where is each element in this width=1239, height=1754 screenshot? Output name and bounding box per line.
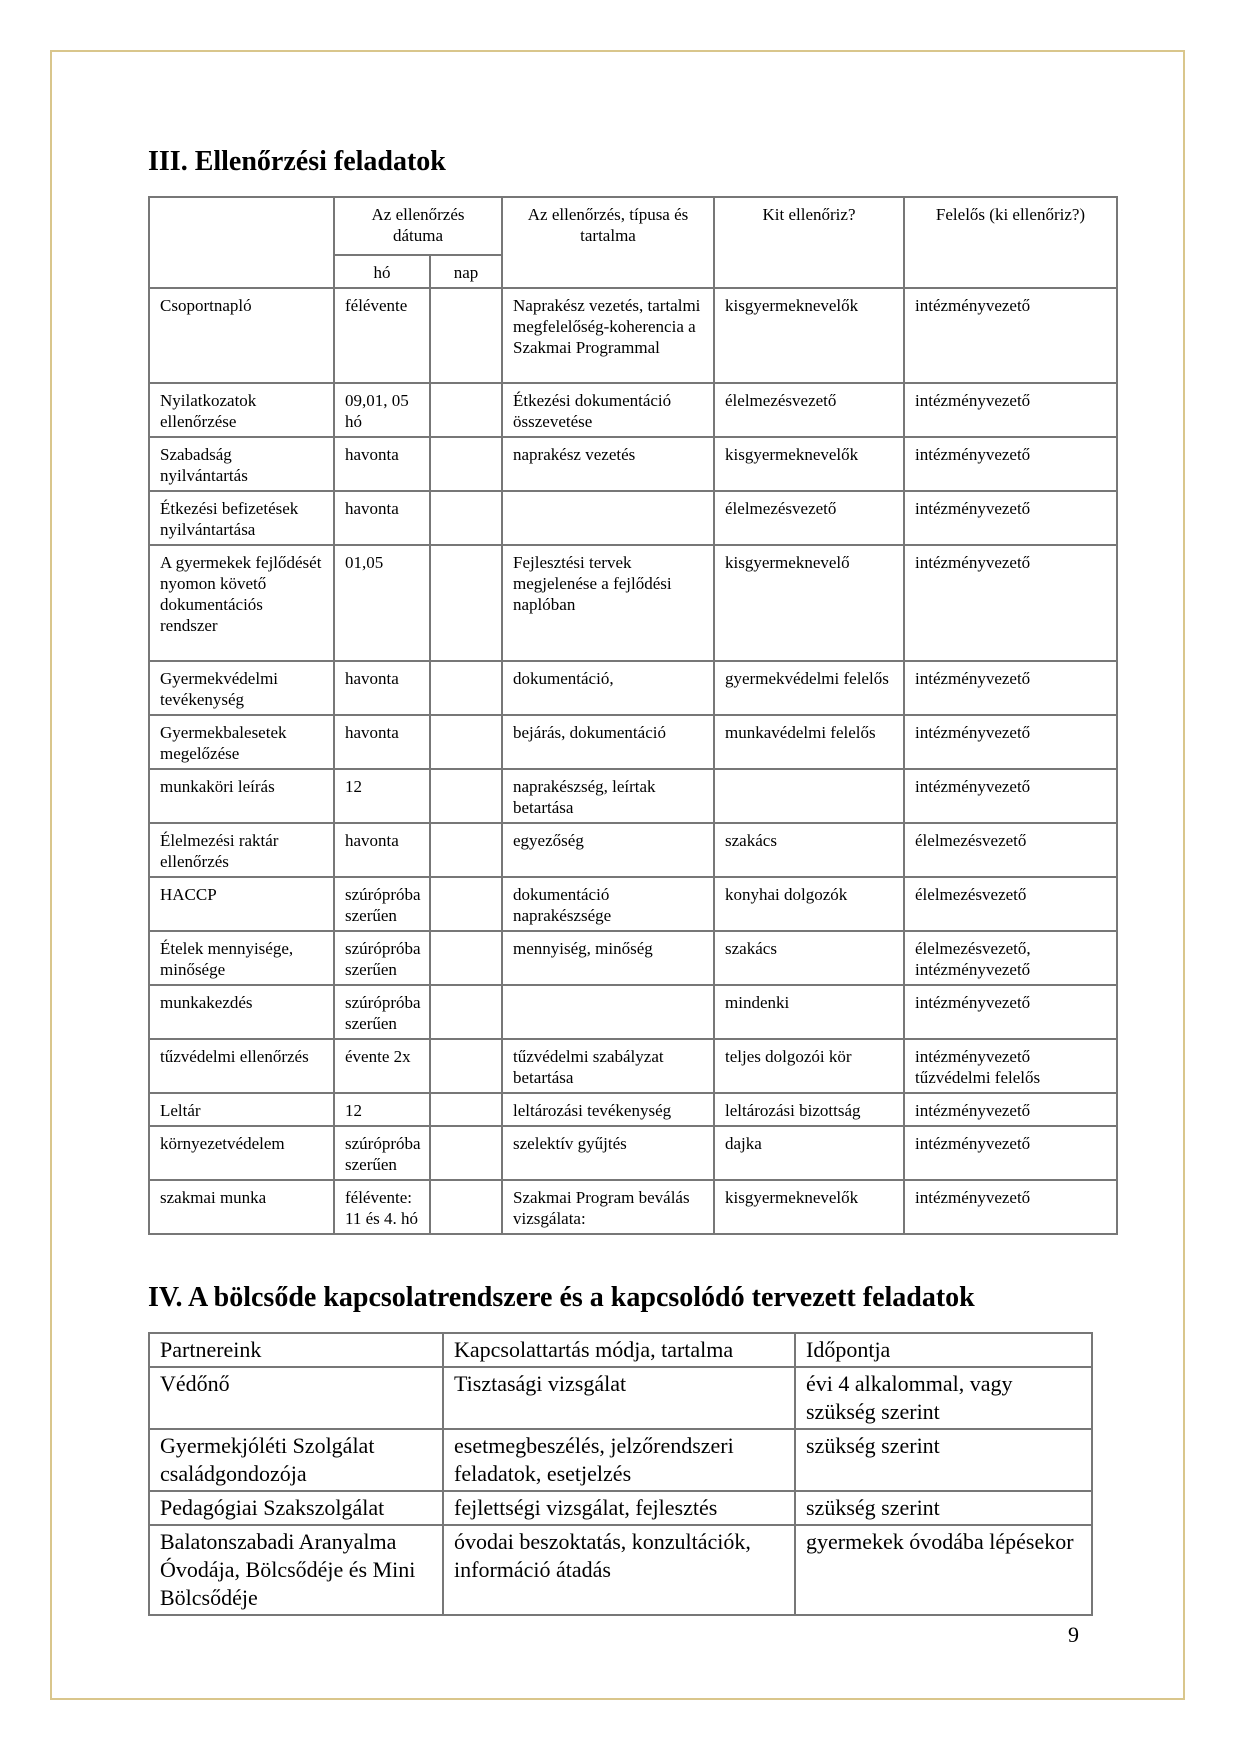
cell-day: [430, 715, 502, 769]
cell-day: [430, 437, 502, 491]
table-row: [149, 985, 1117, 1039]
table-row: [149, 1093, 1117, 1126]
cell-responsible: intézményvezető: [904, 1180, 1117, 1234]
table-cell: Gyermekjóléti Szolgálat családgondozója: [149, 1429, 443, 1491]
page-number: 9: [1068, 1622, 1079, 1647]
cell-name: szakmai munka: [149, 1180, 334, 1234]
cell-whom: kisgyermeknevelő: [714, 545, 904, 661]
header-type: Az ellenőrzés, típusa és tartalma: [502, 197, 714, 288]
cell-day: [430, 877, 502, 931]
table-row: [149, 769, 1117, 823]
cell-content: [502, 491, 714, 545]
table-row: [149, 823, 1117, 877]
section-3-title: III. Ellenőrzési feladatok: [148, 146, 446, 177]
cell-month: szúrópróba szerűen: [334, 931, 430, 985]
cell-month: havonta: [334, 491, 430, 545]
table-cell: évi 4 alkalommal, vagy szükség szerint: [795, 1367, 1092, 1429]
table-row: [149, 931, 1117, 985]
cell-name: Csoportnapló: [149, 288, 334, 383]
cell-whom: élelmezésvezető: [714, 491, 904, 545]
header-month: hó: [334, 255, 430, 288]
table-cell: szükség szerint: [795, 1491, 1092, 1525]
table-cell: Tisztasági vizsgálat: [443, 1367, 795, 1429]
cell-content: szelektív gyűjtés: [502, 1126, 714, 1180]
table-row: [149, 715, 1117, 769]
cell-whom: kisgyermeknevelők: [714, 1180, 904, 1234]
cell-day: [430, 769, 502, 823]
cell-responsible: intézményvezető: [904, 1126, 1117, 1180]
partners-table: [148, 1332, 1093, 1616]
cell-responsible: élelmezésvezető, intézményvezető: [904, 931, 1117, 985]
cell-responsible: intézményvezető: [904, 288, 1117, 383]
cell-day: [430, 1126, 502, 1180]
header-cell: Kapcsolattartás módja, tartalma: [443, 1333, 795, 1367]
cell-responsible: intézményvezető: [904, 661, 1117, 715]
cell-responsible: intézményvezető: [904, 715, 1117, 769]
cell-name: HACCP: [149, 877, 334, 931]
table-cell: gyermekek óvodába lépésekor: [795, 1525, 1092, 1615]
cell-whom: kisgyermeknevelők: [714, 288, 904, 383]
cell-month: havonta: [334, 715, 430, 769]
table-cell: óvodai beszoktatás, konzultációk, információ átadás: [443, 1525, 795, 1615]
cell-month: havonta: [334, 661, 430, 715]
header-cell: Partnereink: [149, 1333, 443, 1367]
cell-month: 12: [334, 1093, 430, 1126]
cell-content: [502, 985, 714, 1039]
cell-whom: szakács: [714, 823, 904, 877]
header-whom: Kit ellenőriz?: [714, 197, 904, 288]
table-row: [149, 1429, 1092, 1491]
cell-month: félévente: 11 és 4. hó: [334, 1180, 430, 1234]
header-date: Az ellenőrzés dátuma: [334, 197, 502, 255]
cell-month: 01,05: [334, 545, 430, 661]
cell-name: tűzvédelmi ellenőrzés: [149, 1039, 334, 1093]
cell-name: Nyilatkozatok ellenőrzése: [149, 383, 334, 437]
cell-content: egyezőség: [502, 823, 714, 877]
cell-month: szúrópróba szerűen: [334, 1126, 430, 1180]
table-row: [149, 383, 1117, 437]
cell-whom: dajka: [714, 1126, 904, 1180]
cell-responsible: intézményvezető: [904, 985, 1117, 1039]
cell-content: Szakmai Program beválás vizsgálata:: [502, 1180, 714, 1234]
header-responsible: Felelős (ki ellenőriz?): [904, 197, 1117, 288]
table-row: [149, 877, 1117, 931]
cell-day: [430, 1180, 502, 1234]
cell-day: [430, 545, 502, 661]
cell-day: [430, 661, 502, 715]
cell-responsible: élelmezésvezető: [904, 823, 1117, 877]
cell-content: leltározási tevékenység: [502, 1093, 714, 1126]
cell-content: tűzvédelmi szabályzat betartása: [502, 1039, 714, 1093]
section-4-title: IV. A bölcsőde kapcsolatrendszere és a kapcsolódó tervezett feladatok: [148, 1282, 975, 1313]
control-tasks-table: [148, 196, 1118, 1235]
table-cell: fejlettségi vizsgálat, fejlesztés: [443, 1491, 795, 1525]
cell-month: félévente: [334, 288, 430, 383]
cell-content: dokumentáció,: [502, 661, 714, 715]
cell-name: munkaköri leírás: [149, 769, 334, 823]
table-cell: szükség szerint: [795, 1429, 1092, 1491]
cell-content: naprakészség, leírtak betartása: [502, 769, 714, 823]
cell-content: Fejlesztési tervek megjelenése a fejlődési naplóban: [502, 545, 714, 661]
cell-whom: leltározási bizottság: [714, 1093, 904, 1126]
cell-name: Ételek mennyisége, minősége: [149, 931, 334, 985]
table-cell: Balatonszabadi Aranyalma Óvodája, Bölcsődéje és Mini Bölcsődéje: [149, 1525, 443, 1615]
cell-day: [430, 931, 502, 985]
table-cell: esetmegbeszélés, jelzőrendszeri feladatok, esetjelzés: [443, 1429, 795, 1491]
cell-whom: szakács: [714, 931, 904, 985]
cell-responsible: intézményvezető tűzvédelmi felelős: [904, 1039, 1117, 1093]
table-row: [149, 491, 1117, 545]
cell-whom: kisgyermeknevelők: [714, 437, 904, 491]
cell-content: dokumentáció naprakészsége: [502, 877, 714, 931]
cell-name: Gyermekbalesetek megelőzése: [149, 715, 334, 769]
header-row: [149, 1333, 1092, 1367]
cell-day: [430, 985, 502, 1039]
cell-content: Naprakész vezetés, tartalmi megfelelőség-koherencia a Szakmai Programmal: [502, 288, 714, 383]
cell-month: havonta: [334, 437, 430, 491]
cell-responsible: intézményvezető: [904, 545, 1117, 661]
cell-responsible: intézményvezető: [904, 437, 1117, 491]
cell-month: évente 2x: [334, 1039, 430, 1093]
cell-whom: konyhai dolgozók: [714, 877, 904, 931]
cell-name: környezetvédelem: [149, 1126, 334, 1180]
table-row: [149, 661, 1117, 715]
cell-name: Gyermekvédelmi tevékenység: [149, 661, 334, 715]
cell-content: mennyiség, minőség: [502, 931, 714, 985]
cell-day: [430, 383, 502, 437]
cell-responsible: intézményvezető: [904, 383, 1117, 437]
table-row: [149, 288, 1117, 383]
header-cell: Időpontja: [795, 1333, 1092, 1367]
table-row: [149, 437, 1117, 491]
cell-name: A gyermekek fejlődését nyomon követő dokumentációs rendszer: [149, 545, 334, 661]
cell-whom: élelmezésvezető: [714, 383, 904, 437]
table-row: [149, 1039, 1117, 1093]
cell-day: [430, 823, 502, 877]
table-row: [149, 1491, 1092, 1525]
table-row: [149, 1126, 1117, 1180]
cell-whom: mindenki: [714, 985, 904, 1039]
cell-responsible: élelmezésvezető: [904, 877, 1117, 931]
cell-day: [430, 491, 502, 545]
cell-content: bejárás, dokumentáció: [502, 715, 714, 769]
cell-content: Étkezési dokumentáció összevetése: [502, 383, 714, 437]
cell-responsible: intézményvezető: [904, 491, 1117, 545]
table-row: [149, 1525, 1092, 1615]
cell-name: munkakezdés: [149, 985, 334, 1039]
cell-name: Leltár: [149, 1093, 334, 1126]
cell-month: szúrópróba szerűen: [334, 985, 430, 1039]
cell-content: naprakész vezetés: [502, 437, 714, 491]
cell-day: [430, 288, 502, 383]
cell-whom: [714, 769, 904, 823]
cell-whom: gyermekvédelmi felelős: [714, 661, 904, 715]
table-row: [149, 545, 1117, 661]
cell-month: havonta: [334, 823, 430, 877]
cell-whom: teljes dolgozói kör: [714, 1039, 904, 1093]
cell-responsible: intézményvezető: [904, 769, 1117, 823]
cell-name: Étkezési befizetések nyilvántartása: [149, 491, 334, 545]
table-cell: Védőnő: [149, 1367, 443, 1429]
header-day: nap: [430, 255, 502, 288]
cell-day: [430, 1093, 502, 1126]
cell-name: Szabadság nyilvántartás: [149, 437, 334, 491]
header-empty: [149, 197, 334, 288]
cell-month: 09,01, 05 hó: [334, 383, 430, 437]
cell-month: 12: [334, 769, 430, 823]
cell-day: [430, 1039, 502, 1093]
table-cell: Pedagógiai Szakszolgálat: [149, 1491, 443, 1525]
cell-whom: munkavédelmi felelős: [714, 715, 904, 769]
cell-name: Élelmezési raktár ellenőrzés: [149, 823, 334, 877]
table-row: [149, 1180, 1117, 1234]
cell-responsible: intézményvezető: [904, 1093, 1117, 1126]
cell-month: szúrópróba szerűen: [334, 877, 430, 931]
table-row: [149, 1367, 1092, 1429]
